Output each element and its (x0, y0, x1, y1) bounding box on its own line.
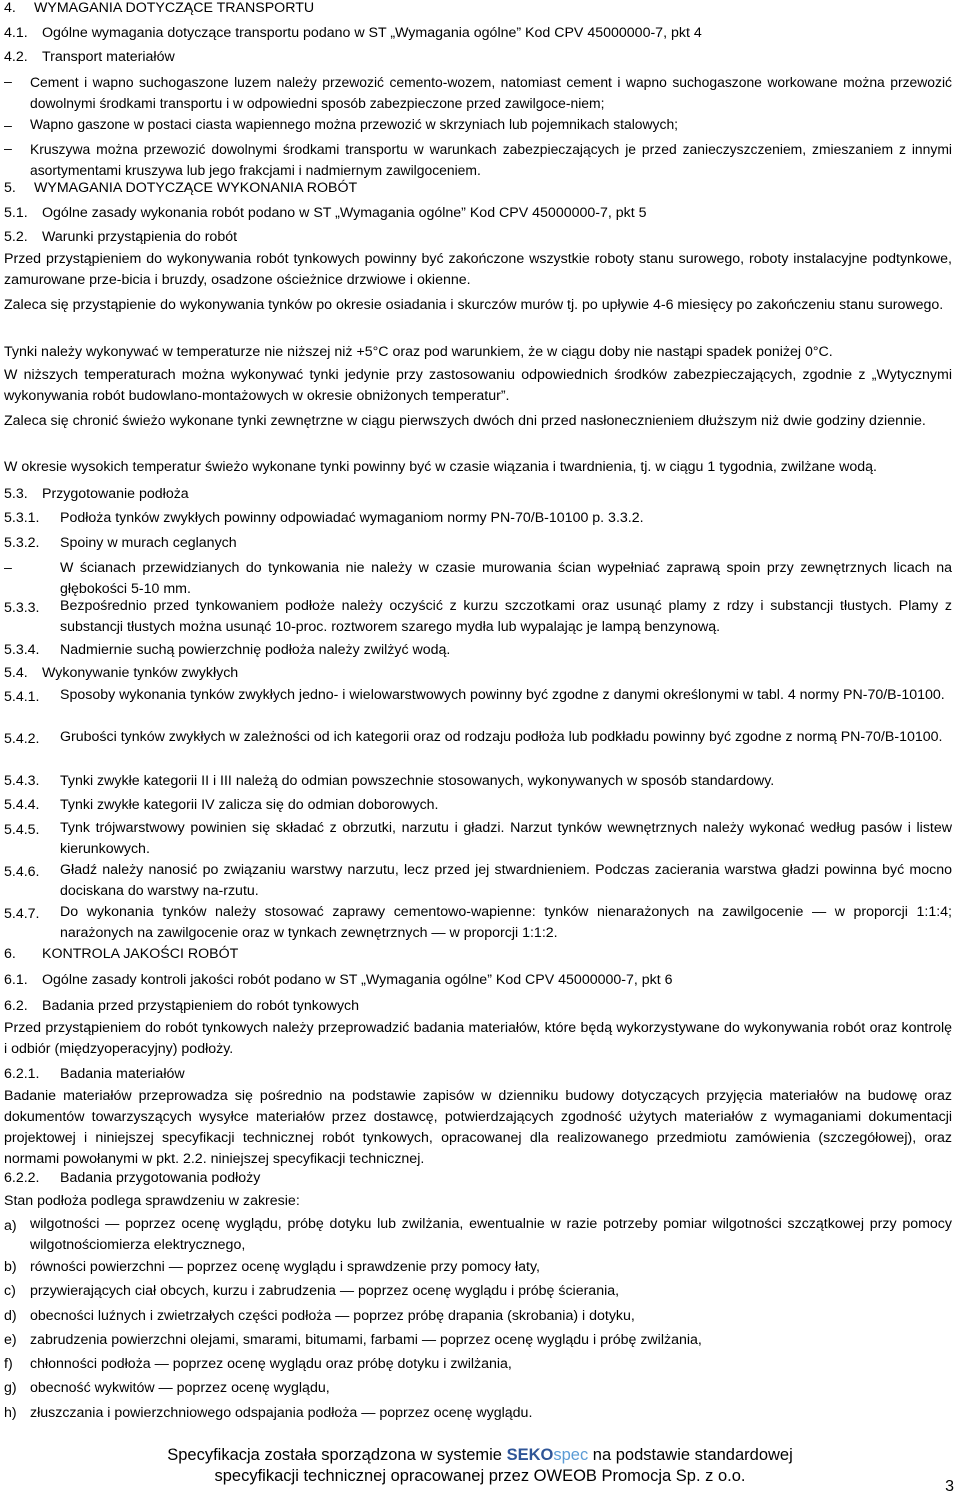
section-4-number: 4. (4, 0, 16, 16)
section-6-heading: KONTROLA JAKOŚCI ROBÓT (42, 946, 239, 962)
footer-text-post: na podstawie standardowej (592, 1446, 793, 1464)
section-6-2-2-number: 6.2.2. (4, 1170, 40, 1186)
section-5-3-2-heading: Spoiny w murach ceglanych (60, 535, 237, 551)
list-dash: – (4, 560, 12, 576)
item-text: Tynki zwykłe kategorii II i III należą do odmian powszechnie stosowanych, wykonywanych w sposób standardowy. (60, 773, 775, 789)
paragraph: Zaleca się przystąpienie do wykonywania tynków po okresie osiadania i skurczów murów tj. po upływie 4-6 miesięcy po zakończeniu stanu surowego. (4, 297, 944, 313)
item-number: 5.4.3. (4, 773, 40, 789)
paragraph: W niższych temperaturach można wykonywać tynki jedynie przy zastosowaniu odpowiednich środków zabezpieczających, zgodnie z „Wytycznymi wykonywania robót budowlano-montażowych w okresie obniżonych temperatur”. (4, 367, 952, 404)
paragraph: Badanie materiałów przeprowadza się pośrednio na podstawie zapisów w dzienniku budowy dotyczących przyjęcia materiałów na budowę oraz dokumentów towarzyszących wysyłce materiałów przez dostawcę, potwierdzających zgodność użytych materiałów z wymaganiami dokumentacji projektowej i niniejszej specyfikacji technicznej robót tynkowych, opracowanej dla realizowanego przedmiotu zamówienia (szczegółowej), oraz normami powołanymi w pkt. 2.2. niniejszej specyfikacji technicznej. (4, 1088, 952, 1167)
section-6-2-heading: Badania przed przystąpieniem do robót tynkowych (42, 998, 360, 1014)
section-5-4-number: 5.4. (4, 665, 28, 681)
section-6-number: 6. (4, 946, 16, 962)
section-5-heading: WYMAGANIA DOTYCZĄCE WYKONANIA ROBÓT (34, 180, 358, 196)
section-5-3-number: 5.3. (4, 486, 28, 502)
paragraph: Przed przystąpieniem do robót tynkowych należy przeprowadzić badania materiałów, które będą wykorzystywane do wykonywania robót oraz kontrolę i odbiór (międzyoperacyjny) podłoży. (4, 1020, 952, 1057)
section-5-3-2-item: W ścianach przewidzianych do tynkowania nie należy w czasie murowania ścian wypełniać zaprawą spoin przy zewnętrznych licach na głębokości 5-10 mm. (60, 560, 952, 597)
sekospec-logo (507, 1446, 589, 1464)
item-number: 5.4.5. (4, 822, 40, 838)
section-5-3-heading: Przygotowanie podłoża (42, 486, 189, 502)
item-text: Grubości tynków zwykłych w zależności od ich kategorii oraz od rodzaju podłoża lub podkładu powinny być zgodne z normą PN-70/B-10100. (60, 729, 943, 745)
section-6-2-1-heading: Badania materiałów (60, 1066, 185, 1082)
item-text: Tynk trójwarstwowy powinien się składać z obrzutki, narzutu i gładzi. Narzut tynków wewnętrznych należy wykonać według pasów i listew kierunkowych. (60, 820, 952, 857)
section-6-2-2-heading: Badania przygotowania podłoży (60, 1170, 261, 1186)
list-item-text: równości powierzchni — poprzez ocenę wyglądu i sprawdzenie przy pomocy łaty, (30, 1259, 540, 1275)
list-item-text: obecności luźnych i zwietrzałych części podłoża — poprzez próbę drapania (skrobania) i dotyku, (30, 1308, 635, 1324)
paragraph: Zaleca się chronić świeżo wykonane tynki zewnętrzne w ciągu pierwszych dwóch dni przed nasłonecznieniem dłuższym niż dwie godziny dziennie. (4, 413, 926, 429)
list-letter: a) (4, 1218, 17, 1234)
paragraph: Przed przystąpieniem do wykonywania robót tynkowych powinny być zakończone wszystkie roboty stanu surowego, roboty instalacyjne podtynkowe, zamurowane prze-bicia i bruzdy, osadzone ościeżnice drzwiowe i okienne. (4, 251, 952, 288)
section-6-1-text: Ogólne zasady kontroli jakości robót podano w ST „Wymagania ogólne” Kod CPV 45000000-7, pkt 6 (42, 972, 673, 988)
footer-line-2: specyfikacji technicznej opracowanej przez OWEOB Promocja Sp. z o.o. (214, 1467, 746, 1485)
list-letter: b) (4, 1259, 17, 1275)
list-item-text: chłonności podłoża — poprzez ocenę wyglądu oraz próbę dotyku i zwilżania, (30, 1356, 512, 1372)
section-6-2-number: 6.2. (4, 998, 28, 1014)
section-4-heading: WYMAGANIA DOTYCZĄCE TRANSPORTU (34, 0, 315, 16)
list-dash: – (4, 141, 12, 157)
logo-part-seko: SEKO (506, 1446, 554, 1464)
paragraph: Tynki należy wykonywać w temperaturze nie niższej niż +5°C oraz pod warunkiem, że w ciągu doby nie nastąpi spadek poniżej 0°C. (4, 344, 833, 360)
item-text: Do wykonania tynków należy stosować zaprawy cementowo-wapienne: tynków nienarażonych na zawilgocenie — w proporcji 1:1:4; narażonych na zawilgocenie oraz w tynkach zewnętrznych — w proporcji 1:1:2. (60, 904, 952, 941)
logo-part-spec: spec (553, 1446, 589, 1464)
section-6-2-1-number: 6.2.1. (4, 1066, 40, 1082)
section-5-3-1-text: Podłoża tynków zwykłych powinny odpowiadać wymaganiom normy PN-70/B-10100 p. 3.3.2. (60, 510, 644, 526)
list-item-text: złuszczania i powierzchniowego odspajania podłoża — poprzez ocenę wyglądu. (30, 1405, 533, 1421)
section-5-3-2-number: 5.3.2. (4, 535, 40, 551)
footer-line-1 (0, 1445, 960, 1465)
item-number: 5.4.2. (4, 731, 40, 747)
section-5-3-4-number: 5.3.4. (4, 642, 40, 658)
section-5-3-1-number: 5.3.1. (4, 510, 40, 526)
footer-text-pre: Specyfikacja została sporządzona w systemie (167, 1446, 502, 1464)
item-text: Tynki zwykłe kategorii IV zalicza się do odmian doborowych. (60, 797, 439, 813)
section-5-1-text: Ogólne zasady wykonania robót podano w ST „Wymagania ogólne” Kod CPV 45000000-7, pkt 5 (42, 205, 647, 221)
list-dash: – (4, 118, 12, 134)
transport-item-3: Kruszywa można przewozić dowolnymi środkami transportu w warunkach zabezpieczających je przed zanieczyszczeniem, zmieszaniem z innymi asortymentami kruszywa lub jego frakcjami i nadmiernym zawilgoceniem. (30, 141, 952, 178)
list-letter: e) (4, 1332, 17, 1348)
paragraph: W okresie wysokich temperatur świeżo wykonane tynki powinny być w czasie wiązania i twardnienia, tj. w ciągu 1 tygodnia, zwilżane wodą. (4, 459, 877, 475)
section-5-1-number: 5.1. (4, 205, 28, 221)
section-4-1-number: 4.1. (4, 25, 28, 41)
list-letter: d) (4, 1308, 17, 1324)
section-4-1-text: Ogólne wymagania dotyczące transportu podano w ST „Wymagania ogólne” Kod CPV 45000000-7, pkt 4 (42, 25, 702, 41)
page-number: 3 (945, 1478, 954, 1495)
paragraph: Stan podłoża podlega sprawdzeniu w zakresie: (4, 1193, 300, 1209)
section-5-number: 5. (4, 180, 16, 196)
list-letter: g) (4, 1380, 17, 1396)
section-5-3-3-number: 5.3.3. (4, 600, 40, 616)
section-6-1-number: 6.1. (4, 972, 28, 988)
list-dash: – (4, 74, 12, 90)
item-number: 5.4.6. (4, 864, 40, 880)
section-5-2-heading: Warunki przystąpienia do robót (42, 229, 238, 245)
section-4-2-heading: Transport materiałów (42, 49, 175, 65)
item-number: 5.4.1. (4, 689, 40, 705)
list-item-text: zabrudzenia powierzchni olejami, smarami, bitumami, farbami — poprzez ocenę wyglądu i próbę zwilżania, (30, 1332, 702, 1348)
section-5-3-3-text: Bezpośrednio przed tynkowaniem podłoże należy oczyścić z kurzu szczotkami oraz usunąć plamy z rdzy i substancji tłustych. Plamy z substancji tłustych można usunąć 10-proc. roztworem szarego mydła lub wypalając je lampą benzynową. (60, 598, 952, 635)
section-5-3-4-text: Nadmiernie suchą powierzchnię podłoża należy zwilżyć wodą. (60, 642, 451, 658)
list-item-text: obecność wykwitów — poprzez ocenę wyglądu, (30, 1380, 330, 1396)
item-text: Sposoby wykonania tynków zwykłych jedno- i wielowarstwowych powinny być zgodne z danymi określonymi w tabl. 4 normy PN-70/B-10100. (60, 687, 945, 703)
item-number: 5.4.7. (4, 906, 40, 922)
transport-item-1: Cement i wapno suchogaszone luzem należy przewozić cemento-wozem, natomiast cement i wapno suchogaszone workowane można przewozić dowolnymi środkami transportu i w odpowiedni sposób zabezpieczone przed zawilgoce-niem; (30, 74, 952, 111)
list-letter: c) (4, 1283, 16, 1299)
item-text: Gładź należy nanosić po związaniu warstwy narzutu, lecz przed jej stwardnieniem. Podczas zacierania warstwa gładzi powinna być mocno dociskana do warstwy na-rzutu. (60, 862, 952, 899)
list-item-text: przywierających ciał obcych, kurzu i zabrudzenia — poprzez ocenę wyglądu i próbę ścierania, (30, 1283, 620, 1299)
section-5-2-number: 5.2. (4, 229, 28, 245)
transport-item-2: Wapno gaszone w postaci ciasta wapiennego można przewozić w skrzyniach lub pojemnikach stalowych; (30, 116, 679, 132)
section-5-4-heading: Wykonywanie tynków zwykłych (42, 665, 239, 681)
section-4-2-number: 4.2. (4, 49, 28, 65)
list-letter: f) (4, 1356, 13, 1372)
item-number: 5.4.4. (4, 797, 40, 813)
list-letter: h) (4, 1405, 17, 1421)
list-item-text: wilgotności — poprzez ocenę wyglądu, próbę dotyku lub zwilżania, ewentualnie w razie potrzeby pomiar wilgotności szczątkowej przy pomocy wilgotnościomierza elektrycznego, (30, 1216, 952, 1253)
